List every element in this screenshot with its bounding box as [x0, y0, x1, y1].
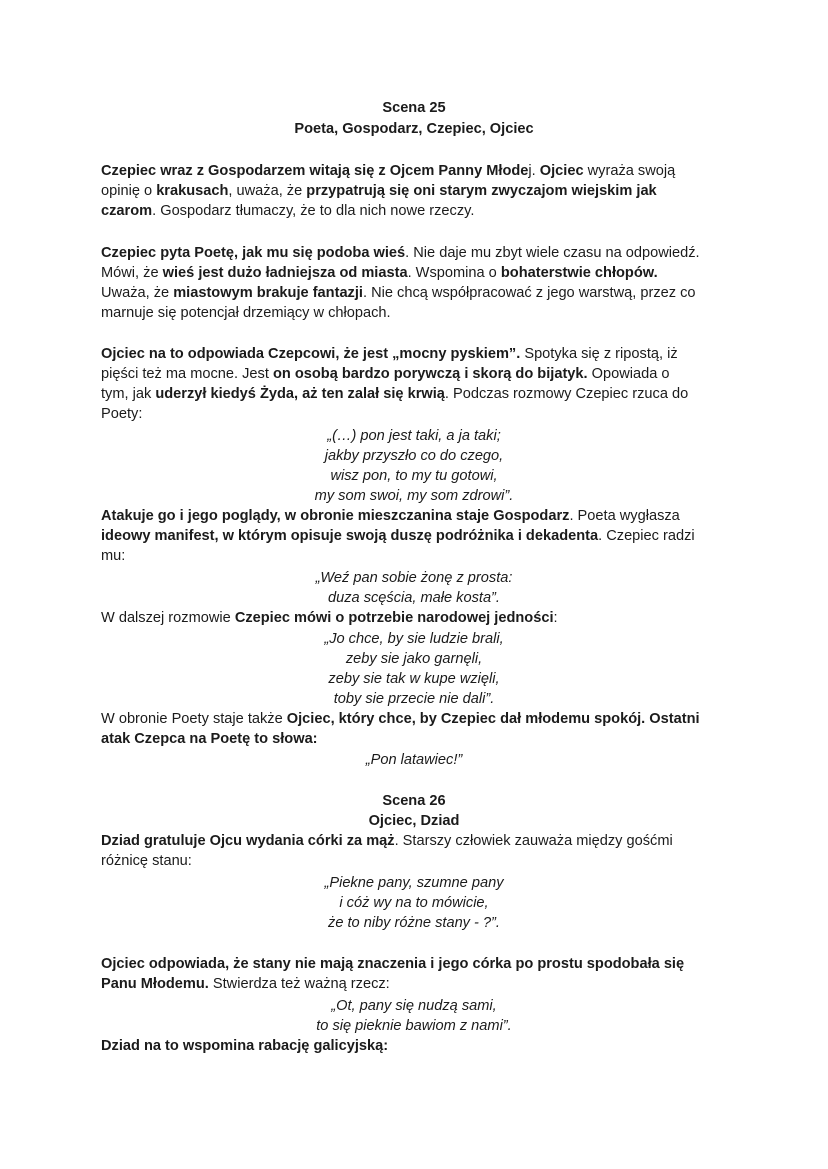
quote-line: „Jo chce, by sie ludzie brali,: [324, 631, 504, 647]
bold-text: czarom: [101, 203, 153, 219]
text: . Starszy człowiek zauważa między gośćmi: [394, 833, 673, 849]
bold-text: Czepiec mówi o potrzebie narodowej jedności: [234, 610, 554, 626]
paragraph-line: [101, 245, 700, 261]
text: Spotyka się z ripostą, iż: [520, 346, 678, 362]
paragraph-line: [101, 1038, 388, 1054]
bold-text: krakusach: [156, 183, 229, 199]
bold-text: bohaterstwie chłopów.: [500, 265, 658, 281]
paragraph-line: [101, 386, 688, 402]
text: . Poeta wygłasza: [569, 508, 680, 524]
text: . Nie chcą współpracować z jego warstwą, przez co: [362, 285, 696, 301]
scene-25-title: Scena 25: [382, 100, 446, 116]
paragraph-line: marnuje się potencjał drzemiący w chłopach.: [101, 305, 391, 321]
bold-text: Ojciec na to odpowiada Czepcowi, że jest „mocny pyskiem”.: [101, 346, 521, 362]
quote-line: toby sie przecie nie dali”.: [333, 691, 495, 707]
quote-line: to się pieknie bawiom z nami”.: [316, 1018, 512, 1034]
text: opinię o: [101, 183, 157, 199]
paragraph-line: [101, 183, 657, 199]
text: wyraża swoją: [583, 163, 676, 179]
bold-text: ideowy manifest, w którym opisuje swoją duszę podróżnika i dekadenta: [101, 528, 599, 544]
text: Opowiada o: [587, 366, 670, 382]
quote-line: my som swoi, my som zdrowi”.: [314, 488, 514, 504]
paragraph-line: [101, 346, 678, 362]
scene-25-subtitle: Poeta, Gospodarz, Czepiec, Ojciec: [294, 121, 534, 137]
quote-line: zeby sie jako garnęli,: [345, 651, 483, 667]
quote-line: i cóż wy na to mówicie,: [339, 895, 489, 911]
bold-text: Panu Młodemu.: [101, 976, 209, 992]
quote-line: jakby przyszło co do czego,: [324, 448, 504, 464]
quote-line: „(…) pon jest taki, a ja taki;: [327, 428, 501, 444]
bold-text: Atakuje go i jego poglądy, w obronie mieszczanina staje Gospodarz: [101, 508, 570, 524]
quote-line: wisz pon, to my tu gotowi,: [330, 468, 498, 484]
scene-26-subtitle: Ojciec, Dziad: [368, 813, 460, 829]
bold-text: on osobą bardzo porywczą i skorą do bijatyk.: [272, 366, 588, 382]
bold-text: Ojciec: [539, 163, 584, 179]
paragraph-line: [101, 508, 680, 524]
text: W obronie Poety staje także: [101, 711, 287, 727]
text: :: [553, 610, 558, 626]
text: Mówi, że: [101, 265, 163, 281]
text: , uważa, że: [228, 183, 307, 199]
quote-line: że to niby różne stany - ?”.: [328, 915, 500, 931]
bold-text: Czepiec wraz z Gospodarzem witają się z Ojcem Panny Młode: [101, 163, 529, 179]
quote-line: „Pon latawiec!”: [365, 752, 463, 768]
paragraph-line: [101, 203, 474, 219]
bold-text: Ojciec, który chce, by Czepiec dał młodemu spokój. Ostatni: [286, 711, 700, 727]
text: Uważa, że: [101, 285, 174, 301]
paragraph-line: [101, 976, 390, 992]
bold-text: przypatrują się oni starym zwyczajom wiejskim jak: [306, 183, 657, 199]
bold-text: wieś jest dużo ładniejsza od miasta: [162, 265, 408, 281]
text: Stwierdza też ważną rzecz:: [208, 976, 390, 992]
paragraph-line: różnicę stanu:: [101, 853, 192, 869]
bold-text: Dziad gratuluje Ojcu wydania córki za mąż: [101, 833, 395, 849]
quote-line: „Piekne pany, szumne pany: [324, 875, 504, 891]
paragraph-line: [101, 528, 695, 544]
text: . Podczas rozmowy Czepiec rzuca do: [444, 386, 689, 402]
text: . Gospodarz tłumaczy, że to dla nich nowe rzeczy.: [152, 203, 475, 219]
bold-text: atak Czepca na Poetę to słowa:: [101, 731, 318, 747]
paragraph-line: [101, 833, 673, 849]
quote-line: „Ot, pany się nudzą sami,: [331, 998, 497, 1014]
text: . Wspomina o: [407, 265, 501, 281]
bold-text: Czepiec pyta Poetę, jak mu się podoba wieś: [101, 245, 406, 261]
quote-line: duza scęścia, małe kosta”.: [328, 590, 500, 606]
scene-26-title: Scena 26: [382, 793, 446, 809]
paragraph-line: [101, 610, 558, 626]
text: . Nie daje mu zbyt wiele czasu na odpowiedź.: [405, 245, 700, 261]
paragraph-line: [101, 711, 700, 727]
paragraph-line: mu:: [101, 548, 126, 564]
paragraph-line: [101, 163, 675, 179]
quote-line: „Weź pan sobie żonę z prosta:: [315, 570, 513, 586]
bold-text: Ojciec odpowiada, że stany nie mają znaczenia i jego córka po prostu spodobała się: [101, 956, 685, 972]
text: tym, jak: [101, 386, 156, 402]
bold-text: miastowym brakuje fantazji: [173, 285, 363, 301]
paragraph-line: Poety:: [101, 406, 143, 422]
quote-line: zeby sie tak w kupe wzięli,: [328, 671, 500, 687]
text: j.: [528, 163, 540, 179]
text: . Czepiec radzi: [598, 528, 695, 544]
text: pięści też ma mocne. Jest: [101, 366, 273, 382]
text: W dalszej rozmowie: [101, 610, 235, 626]
bold-text: Dziad na to wspomina rabację galicyjską:: [101, 1038, 389, 1054]
bold-text: uderzył kiedyś Żyda, aż ten zalał się krwią: [155, 386, 445, 402]
paragraph-line: [101, 285, 696, 301]
paragraph-line: [101, 731, 318, 747]
paragraph-line: [101, 265, 658, 281]
paragraph-line: [101, 956, 684, 972]
paragraph-line: [101, 366, 670, 382]
